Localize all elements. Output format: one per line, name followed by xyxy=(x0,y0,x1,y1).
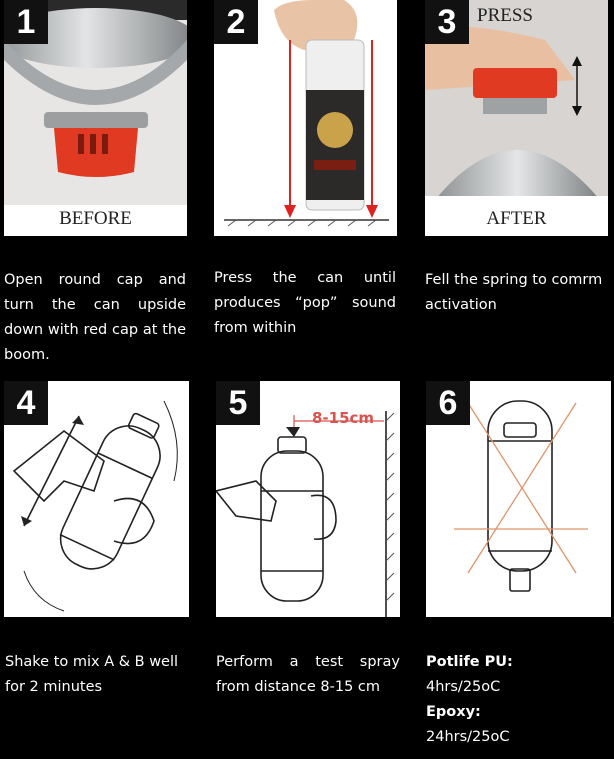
epoxy-value: 24hrs/25oC xyxy=(426,729,510,745)
step-5-image xyxy=(216,381,400,617)
step-4-description: Shake to mix A & B well for 2 minutes xyxy=(5,654,179,695)
step-1-description: Open round cap and turn the can upside down with red cap at the boom. xyxy=(4,272,186,363)
step-3-image xyxy=(425,0,608,236)
spray-distance-label: 8-15cm xyxy=(312,409,375,427)
step-3-description: Fell the spring to comrm activation xyxy=(425,272,603,313)
step-number-badge: 6 xyxy=(426,381,470,425)
potlife-value: 4hrs/25oC xyxy=(426,679,501,695)
step-number-badge: 3 xyxy=(425,0,469,44)
after-caption: AFTER xyxy=(486,208,547,229)
epoxy-title: Epoxy: xyxy=(426,704,481,720)
step-number-badge: 5 xyxy=(216,381,260,425)
step-2-description: Press the can until produces “pop” sound from within xyxy=(214,270,396,336)
step-1-image xyxy=(4,0,187,236)
step-number-badge: 2 xyxy=(214,0,258,44)
potlife-title: Potlife PU: xyxy=(426,654,513,670)
before-caption: BEFORE xyxy=(59,208,132,229)
step-2-image xyxy=(214,0,397,236)
step-4-image xyxy=(4,381,189,617)
step-6-description xyxy=(426,650,612,750)
step-5-description: Perform a test spray from distance 8-15 cm xyxy=(216,654,400,695)
step-6-image xyxy=(426,381,611,617)
step-number-badge: 4 xyxy=(4,381,48,425)
step-number-badge: 1 xyxy=(4,0,48,44)
press-caption: PRESS xyxy=(477,5,533,26)
